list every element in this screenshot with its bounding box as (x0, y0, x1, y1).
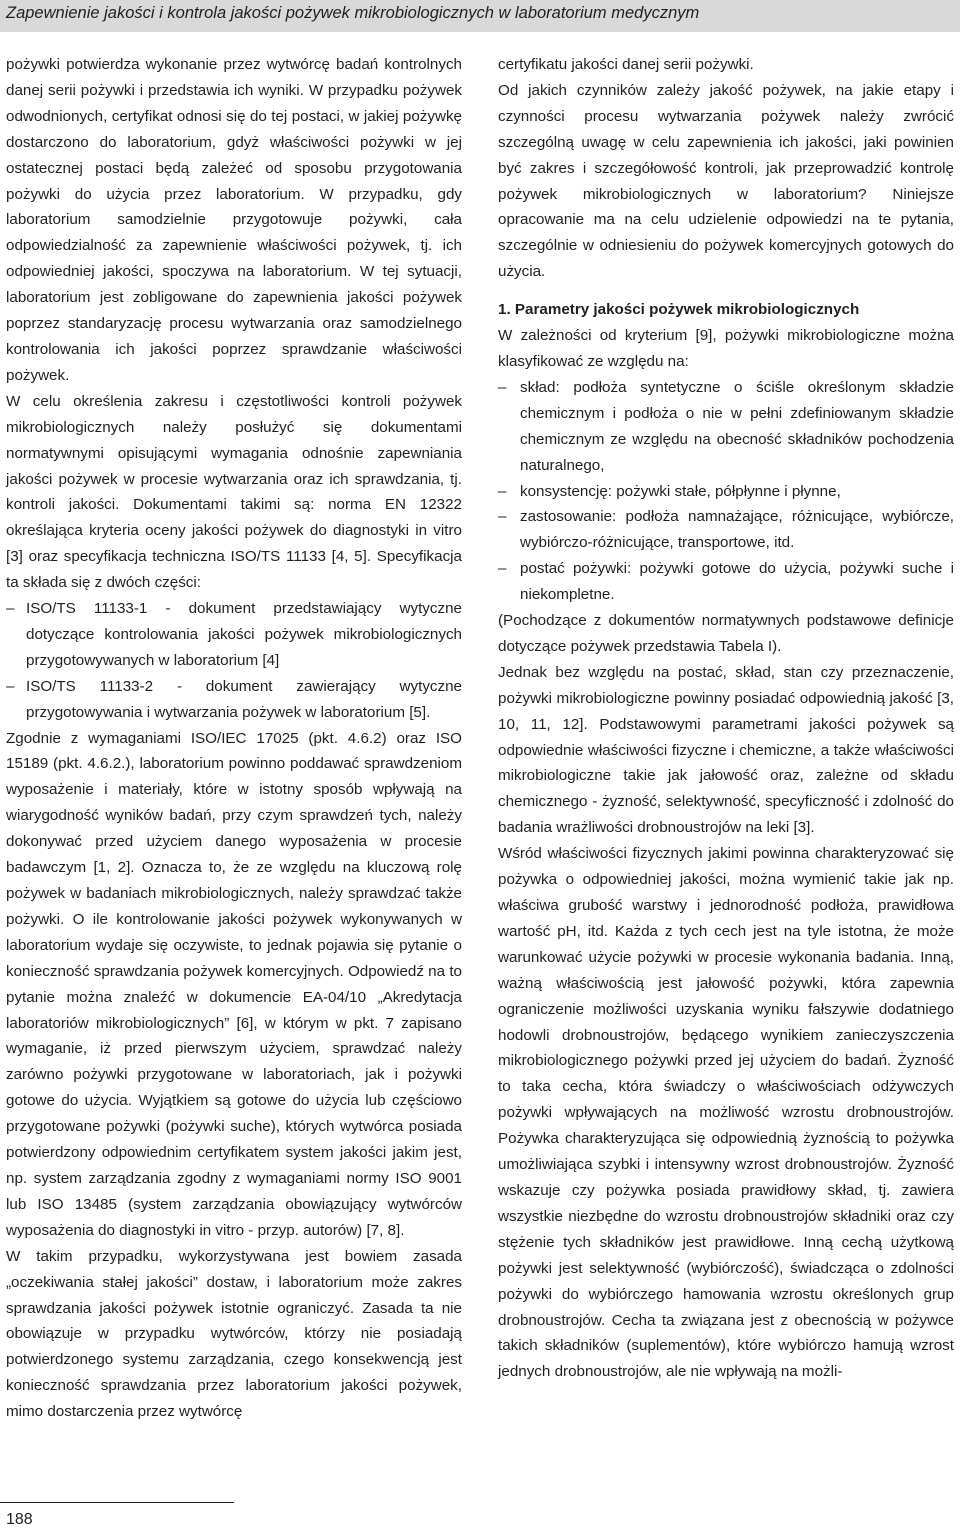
bullet-list (498, 375, 954, 608)
bullet-item: – skład: podłoża syntetyczne o ściśle określonym składzie chemicznym i podłoża o nie w pełni zdefiniowanym składzie chemicznym ze względu na obecność składników pochodzenia naturalnego, (498, 375, 954, 479)
paragraph: (Pochodzące z dokumentów normatywnych podstawowe definicje dotyczące pożywek przedstawia Tabela I). (498, 612, 954, 655)
bullet-list (6, 596, 462, 726)
right-column (498, 52, 954, 1385)
footer-rule (0, 1502, 234, 1503)
paragraph: W zależności od kryterium [9], pożywki mikrobiologiczne można klasyfikować ze względu na: (498, 327, 954, 370)
section-heading: 1. Parametry jakości pożywek mikrobiologicznych (498, 301, 860, 319)
paragraph: Zgodnie z wymaganiami ISO/IEC 17025 (pkt. 4.6.2) oraz ISO 15189 (pkt. 4.6.2.), laboratorium powinno poddawać sprawdzeniom wyposażenie i materiały, które w istotny sposób wpływają na wiarygodność wyników badań, przy czym sprawdzeń tych, należy dokonywać przed użyciem danego wyposażenia w procesie badawczym [1, 2]. Oznacza to, że ze względu na kluczową rolę pożywek w badaniach mikrobiologicznych, należy sprawdzać także pożywki. O ile kontrolowanie jakości pożywek wykonywanych w laboratorium wydaje się oczywiste, to jednak pojawia się pytanie o konieczność sprawdzania pożywek komercyjnych. Odpowiedź na to pytanie można znaleźć w dokumencie EA-04/10 „Akredytacja laboratoriów mikrobiologicznych” [6], w którym w pkt. 7 zapisano wymaganie, iż przed pierwszym użyciem, sprawdzać należy zarówno pożywki przygotowane w laboratoriach, jak i pożywki gotowe do użycia. Wyjątkiem są gotowe do użycia lub częściowo przygotowane pożywki (pożywki suche), których wytwórca posiada potwierdzony odpowiednim certyfikatem system jakości jakim jest, np. system zarządzania zgodny z wymaganiami normy ISO 9001 lub ISO 13485 (system zarządzania obowiązujący wytwórców wyposażenia do diagnostyki in vitro - przyp. autorów) [7, 8]. (6, 729, 462, 1239)
paragraph: pożywki potwierdza wykonanie przez wytwórcę badań kontrolnych danej serii pożywki i przedstawia ich wyniki. W przypadku pożywek odwodnionych, certyfikat odnosi się do tej postaci, w jakiej pożywkę dostarczono do laboratorium, gdyż właściwości pożywki w jej ostatecznej postaci będą zależeć od sposobu przygotowania pożywki do użycia przez laboratorium. W przypadku, gdy laboratorium samodzielnie przygotowuje pożywki, cała odpowiedzialność za zapewnienie właściwości pożywek, tj. ich odpowiedniej jakości, spoczywa na laboratorium. W tej sytuacji, laboratorium jest zobligowane do zapewnienia jakości pożywek poprzez standaryzację procesu wytwarzania oraz samodzielnego kontrolowania ich jakości poprzez sprawdzanie właściwości pożywek. (6, 56, 462, 384)
paragraph: Wśród właściwości fizycznych jakimi powinna charakteryzować się pożywka o odpowiedniej jakości, można wymienić takie jak np. właściwa grubość warstwy i jednorodność podłoża, prawidłowa wartość pH, itd. Każda z tych cech jest na tyle istotna, że może warunkować użycie pożywki w procesie wykonania badania. Inną, ważną właściwością jest jałowość pożywki, która zapewnia ograniczenie możliwości uzyskania wyniku fałszywie dodatniego hodowli drobnoustrojów, będącego wynikiem zanieczyszczenia mikrobiologicznego pożywki przed jej użyciem do badań. Żyzność to taka cecha, która świadczy o właściwościach odżywczych pożywki wpływających na możliwość wzrostu drobnoustrojów. Pożywka charakteryzująca się odpowiednią żyznością to pożywka umożliwiająca szybki i intensywny wzrost drobnoustrojów. Żyzność wskazuje czy pożywka posiada prawidłowy skład, tj. zawiera wszystkie niezbędne do wzrostu drobnoustrojów składniki oraz czy stężenie tych składników jest prawidłowe. Inną cechą użytkową pożywki jest selektywność (wybiórczość), świadcząca o zdolności pożywki do wybiórczego hamowania wzrostu określonych grup drobnoustrojów. Cecha ta związana jest z obecnością w pożywce takich składników (suplementów), które wybiórczo hamują wzrost jednych drobnoustrojów, ale nie wpływają na możli- (498, 845, 954, 1381)
paragraph: certyfikatu jakości danej serii pożywki. (498, 56, 754, 73)
left-column (6, 52, 462, 1425)
running-header (0, 0, 960, 32)
bullet-item: – konsystencję: pożywki stałe, półpłynne i płynne, (498, 479, 954, 505)
paragraph: W celu określenia zakresu i częstotliwości kontroli pożywek mikrobiologicznych należy posłużyć się dokumentami normatywnymi opisującymi wymagania odnośnie zapewniania jakości pożywek w procesie wytwarzania oraz ich sprawdzania, tj. kontroli jakości. Dokumentami takimi są: norma EN 12322 określająca kryteria oceny jakości pożywek do diagnostyki in vitro [3] oraz specyfikacja techniczna ISO/TS 11133 [4, 5]. Specyfikacja ta składa się z dwóch części: (6, 392, 462, 592)
paragraph: W takim przypadku, wykorzystywana jest bowiem zasada „oczekiwania stałej jakości” dostaw, i laboratorium może zakres sprawdzania jakości pożywek istotnie ograniczyć. Zasada ta nie obowiązuje w przypadku wytwórców, którzy nie posiadają potwierdzonego systemu zarządzania, czego konsekwencją jest konieczność sprawdzania przez laboratorium jakości pożywek, mimo dostarczenia przez wytwórcę (6, 1247, 462, 1421)
paragraph: Jednak bez względu na postać, skład, stan czy przeznaczenie, pożywki mikrobiologiczne powinny posiadać odpowiednią jakość [3, 10, 11, 12]. Podstawowymi parametrami jakości pożywek są odpowiednie właściwości fizyczne i chemiczne, a także właściwości mikrobiologiczne takie jak jałowość oraz, zależne od składu chemicznego - żyzność, selektywność, specyficzność i zdolność do badania wrażliwości drobnoustrojów na leki [3]. (498, 663, 954, 837)
paragraph: Od jakich czynników zależy jakość pożywek, na jakie etapy i czynności procesu wytwarzania pożywek należy zwrócić szczególną uwagę w celu zapewnienia ich jakości, jaki powinien być zakres i szczegółowość kontroli, jak przeprowadzić kontrolę pożywek mikrobiologicznych w laboratorium? Niniejsze opracowanie ma na celu udzielenie odpowiedzi na te pytania, szczególnie w odniesieniu do pożywek komercyjnych gotowych do użycia. (498, 81, 954, 281)
bullet-item: – postać pożywki: pożywki gotowe do użycia, pożywki suche i niekompletne. (498, 556, 954, 608)
header-title: Zapewnienie jakości i kontrola jakości pożywek mikrobiologicznych w laboratorium medycznym (6, 4, 700, 22)
page-number: 188 (6, 1511, 33, 1528)
bullet-item: – ISO/TS 11133-2 - dokument zawierający wytyczne przygotowywania i wytwarzania pożywek w laboratorium [5]. (6, 674, 462, 726)
bullet-item: – zastosowanie: podłoża namnażające, różnicujące, wybiórcze, wybiórczo-różnicujące, transportowe, itd. (498, 504, 954, 556)
bullet-item: – ISO/TS 11133-1 - dokument przedstawiający wytyczne dotyczące kontrolowania jakości pożywek mikrobiologicznych przygotowywanych w laboratorium [4] (6, 596, 462, 674)
